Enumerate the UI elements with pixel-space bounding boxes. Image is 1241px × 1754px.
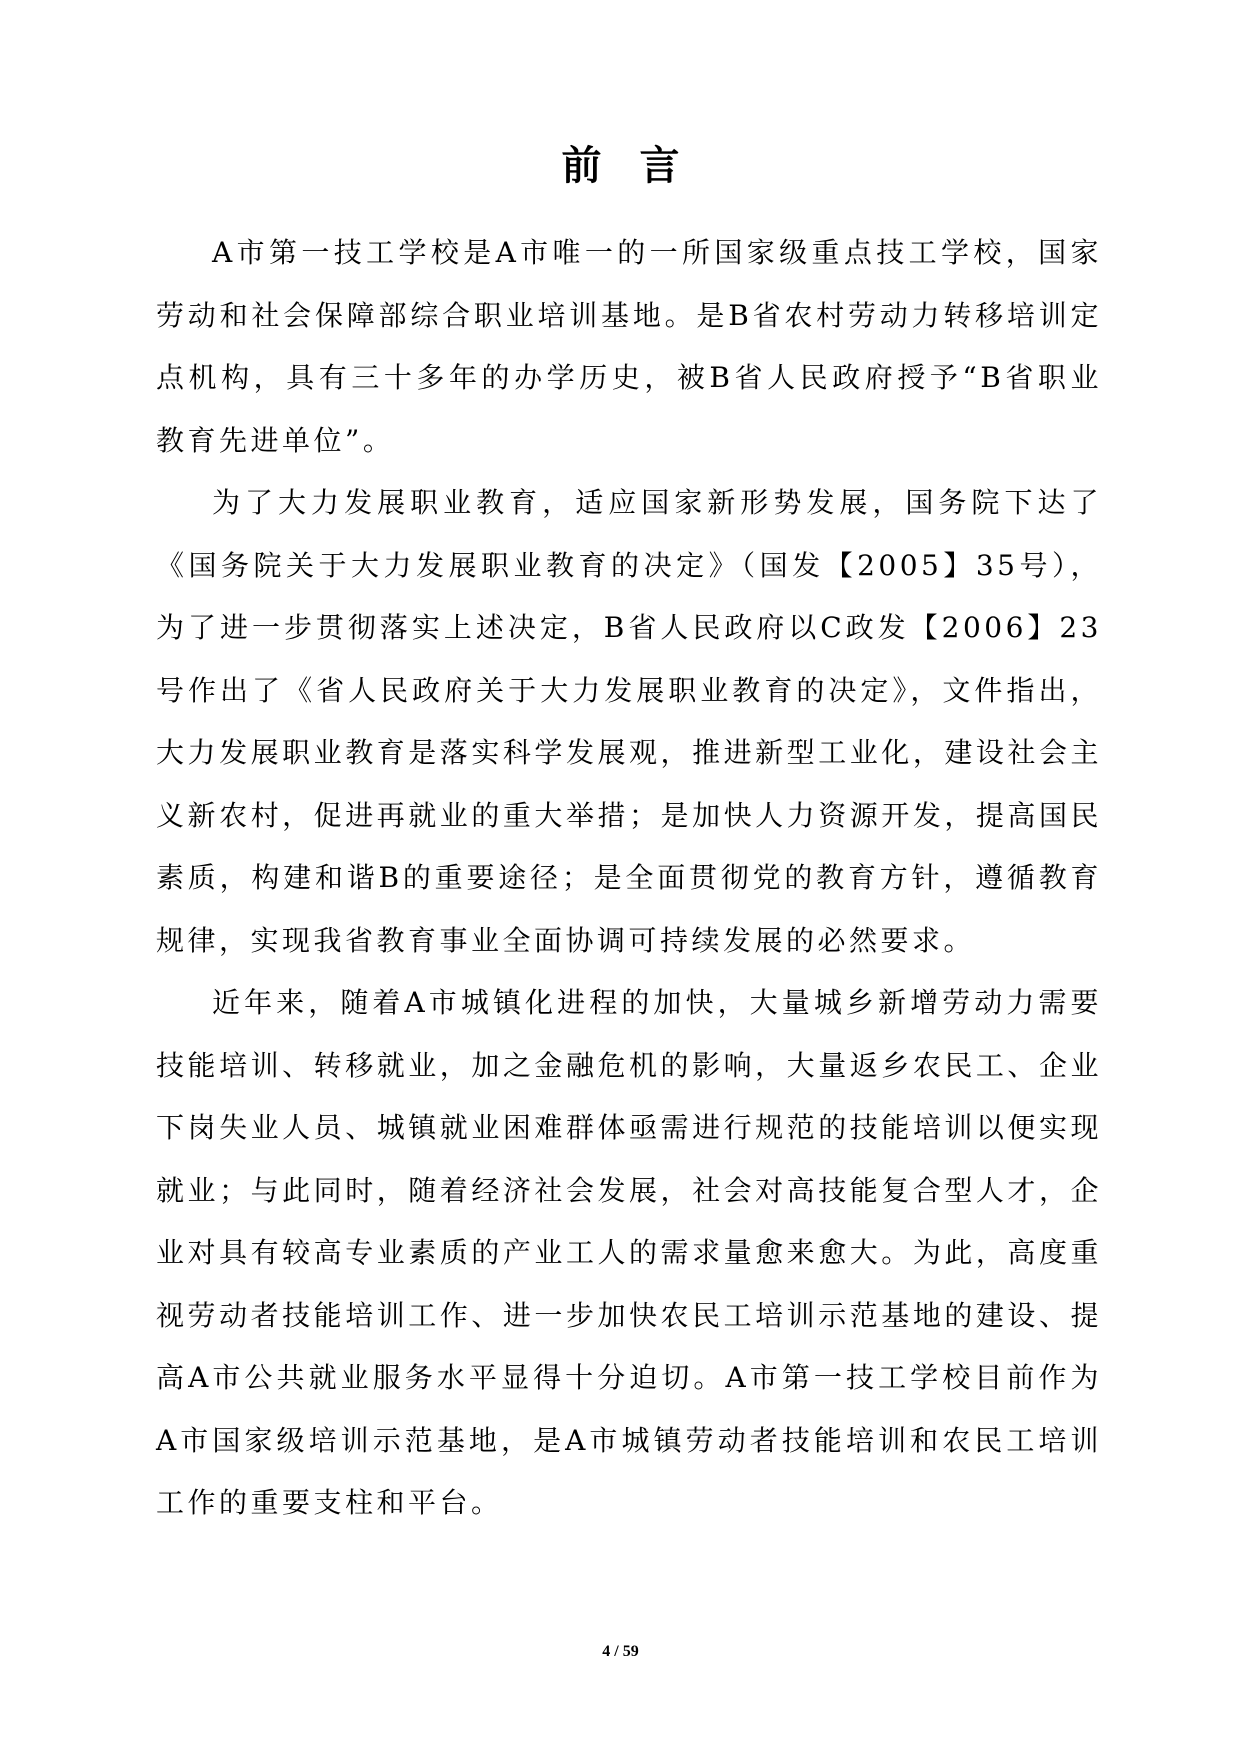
body-text	[156, 222, 1102, 1535]
page-number: 4 / 59	[602, 1643, 639, 1660]
page-title: 前言	[561, 143, 718, 189]
paragraph: 为了大力发展职业教育，适应国家新形势发展，国务院下达了《国务院关于大力发展职业教育的决定》（国发【2005】35号），为了进一步贯彻落实上述决定，B省人民政府以C政发【2006】23号作出了《省人民政府关于大力发展职业教育的决定》，文件指出，大力发展职业教育是落实科学发展观，推进新型工业化，建设社会主义新农村，促进再就业的重大举措；是加快人力资源开发，提高国民素质，构建和谐B的重要途径；是全面贯彻党的教育方针，遵循教育规律，实现我省教育事业全面协调可持续发展的必然要求。	[156, 486, 1102, 957]
paragraph: A市第一技工学校是A市唯一的一所国家级重点技工学校，国家劳动和社会保障部综合职业培训基地。是B省农村劳动力转移培训定点机构，具有三十多年的办学历史，被B省人民政府授予“B省职业教育先进单位”。	[156, 236, 1102, 457]
paragraph: 近年来，随着A市城镇化进程的加快，大量城乡新增劳动力需要技能培训、转移就业，加之金融危机的影响，大量返乡农民工、企业下岗失业人员、城镇就业困难群体亟需进行规范的技能培训以便实现就业；与此同时，随着经济社会发展，社会对高技能复合型人才，企业对具有较高专业素质的产业工人的需求量愈来愈大。为此，高度重视劳动者技能培训工作、进一步加快农民工培训示范基地的建设、提高A市公共就业服务水平显得十分迫切。A市第一技工学校目前作为A市国家级培训示范基地，是A市城镇劳动者技能培训和农民工培训工作的重要支柱和平台。	[156, 986, 1102, 1519]
